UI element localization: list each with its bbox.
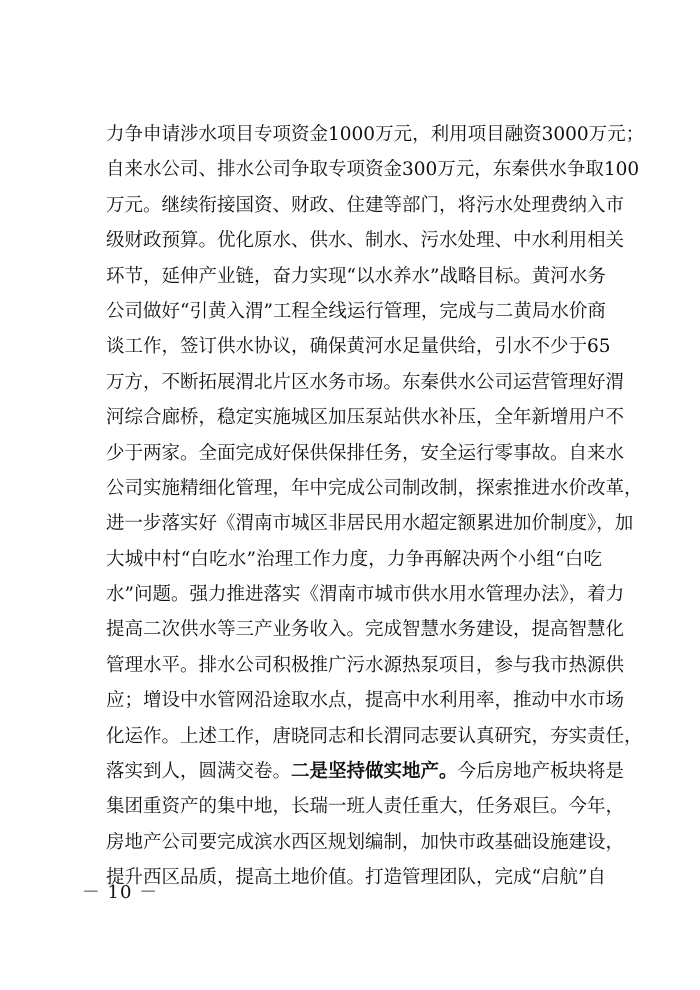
page-number: － 10 － [81, 882, 159, 903]
text-line-4: 级财政预算。优化原水、供水、制水、污水处理、中水利用相关 [106, 230, 625, 252]
text-line-19-end: 今后房地产板块将是 [457, 761, 625, 783]
text-line-1: 力争申请涉水项目专项资金1000万元，利用项目融资3000万元； [106, 124, 645, 145]
text-line-19-start: 落实到人，圆满交卷。 [106, 761, 292, 783]
text-line-22: 提升西区品质，提高土地价值。打造管理团队，完成“启航”自 [106, 867, 606, 889]
text-line-14: 水”问题。强力推进落实《渭南市城市供水用水管理办法》，着力 [106, 584, 625, 606]
text-line-12: 进一步落实好《渭南市城区非居民用水超定额累进加价制度》，加 [106, 513, 634, 535]
text-line-3: 万元。继续衔接国资、财政、住建等部门，将污水处理费纳入市 [106, 194, 625, 216]
text-line-19 [106, 754, 625, 789]
text-line-8: 万方，不断拓展渭北片区水务市场。东秦供水公司运营管理好渭 [106, 371, 625, 393]
text-line-9: 河综合廊桥，稳定实施城区加压泵站供水补压，全年新增用户不 [106, 407, 625, 429]
text-line-10: 少于两家。全面完成好保供保排任务，安全运行零事故。自来水 [106, 442, 625, 464]
text-line-2: 自来水公司、排水公司争取专项资金300万元，东秦供水争取100 [106, 159, 640, 181]
body-text [106, 117, 645, 896]
text-line-20: 集团重资产的集中地，长瑞一班人责任重大，任务艰巨。今年， [106, 796, 625, 818]
section-heading-real-estate: 二是坚持做实地产。 [291, 761, 458, 783]
text-line-17: 应；增设中水管网沿途取水点，提高中水利用率，推动中水市场 [106, 690, 625, 712]
text-line-16: 管理水平。排水公司积极推广污水源热泵项目，参与我市热源供 [106, 654, 625, 676]
text-line-11: 公司实施精细化管理，年中完成公司制改制，探索推进水价改革， [106, 477, 643, 499]
text-line-7: 谈工作，签订供水协议，确保黄河水足量供给，引水不少于65 [106, 336, 611, 358]
text-line-13: 大城中村“白吃水”治理工作力度，力争再解决两个小组“白吃 [106, 548, 602, 570]
text-line-15: 提高二次供水等三产业务收入。完成智慧水务建设，提高智慧化 [106, 619, 625, 641]
text-line-21: 房地产公司要完成滨水西区规划编制，加快市政基础设施建设， [106, 831, 625, 853]
text-line-5: 环节，延伸产业链，奋力实现“以水养水”战略目标。黄河水务 [106, 265, 606, 287]
text-line-6: 公司做好“引黄入渭”工程全线运行管理，完成与二黄局水价商 [106, 300, 606, 322]
text-line-18: 化运作。上述工作，唐晓同志和长渭同志要认真研究，夯实责任， [106, 725, 643, 747]
